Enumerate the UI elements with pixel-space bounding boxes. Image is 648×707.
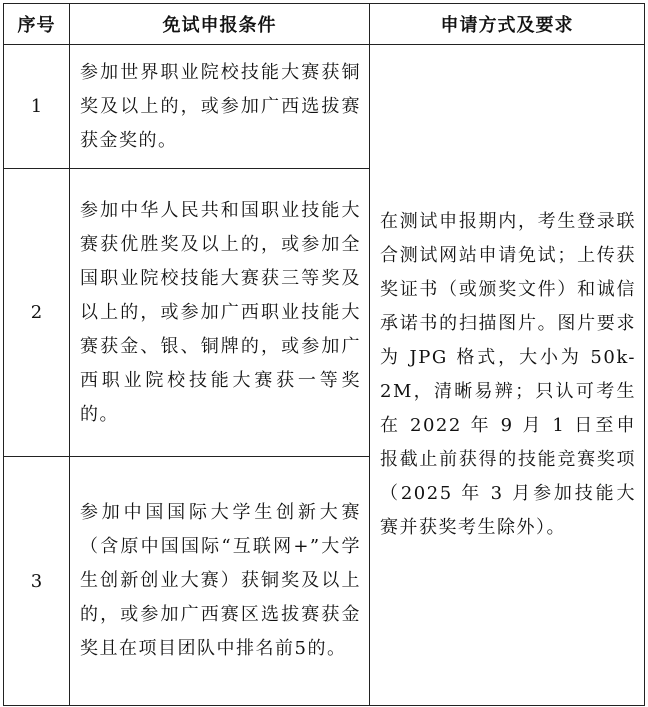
- header-row: [4, 4, 645, 45]
- row-condition: 参加中国国际大学生创新大赛（含原中国国际“互联网+”大学生创新创业大赛）获铜奖及以上的，或参加广西赛区选拔赛获金奖且在项目团队中排名前5的。: [70, 457, 370, 706]
- row-condition: 参加世界职业院校技能大赛获铜奖及以上的，或参加广西选拔赛获金奖的。: [70, 45, 370, 169]
- header-method: 申请方式及要求: [370, 4, 645, 45]
- header-no: 序号: [4, 4, 70, 45]
- table-row: [4, 45, 645, 169]
- row-number: 3: [4, 457, 70, 706]
- row-condition: 参加中华人民共和国职业技能大赛获优胜奖及以上的，或参加全国职业院校技能大赛获三等奖及以上的，或参加广西职业技能大赛获金、银、铜牌的，或参加广西职业院校技能大赛获一等奖的。: [70, 169, 370, 457]
- row-number: 1: [4, 45, 70, 169]
- exemption-table: [3, 3, 645, 706]
- row-number: 2: [4, 169, 70, 457]
- header-conditions: 免试申报条件: [70, 4, 370, 45]
- application-method: 在测试申报期内，考生登录联合测试网站申请免试；上传获奖证书（或颁奖文件）和诚信承诺书的扫描图片。图片要求为 JPG 格式，大小为 50k-2M，清晰易辨；只认可考生在 2022 年 9 月 1 日至申报截止前获得的技能竞赛奖项（2025 年 3 月参加技能大赛并获奖考生除外）。: [370, 45, 645, 706]
